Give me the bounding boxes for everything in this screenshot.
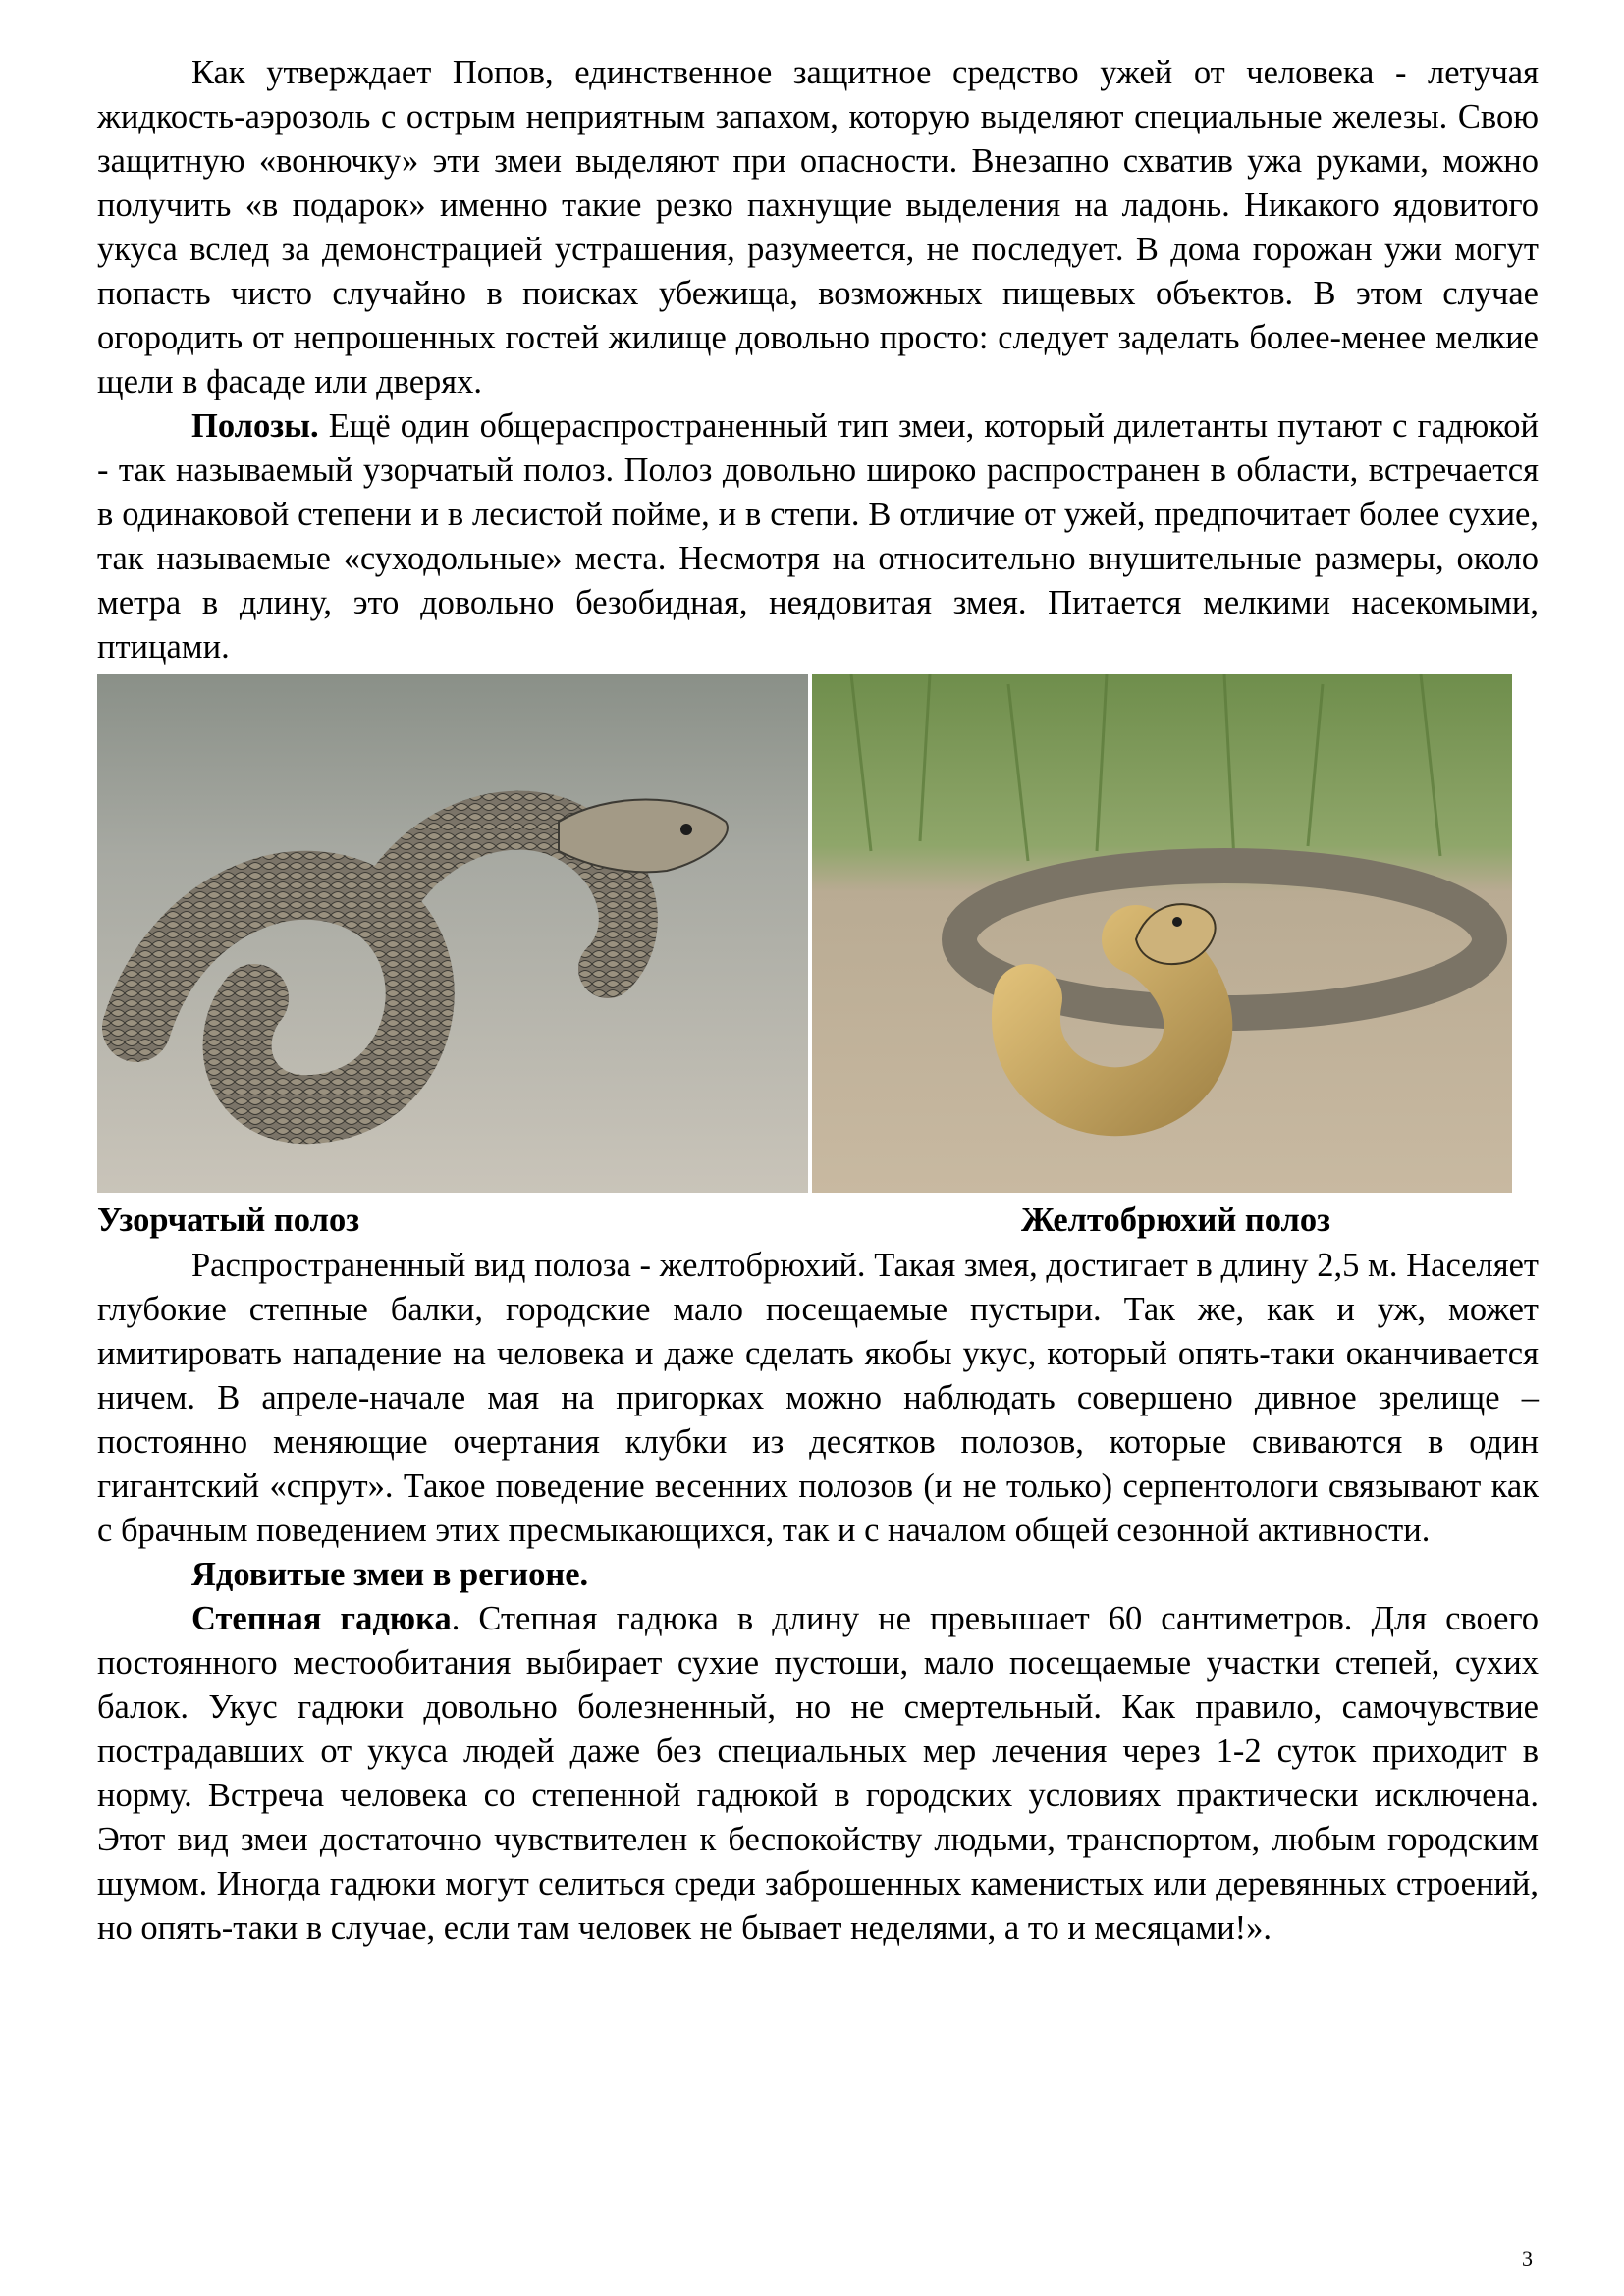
paragraph-uzhi: Как утверждает Попов, единственное защитное средство ужей от человека - летучая жидкость-аэрозоль с острым неприятным запахом, которую выделяют специальные железы. Свою защитную «вонючку» эти змеи выделяют при опасности. Внезапно схватив ужа руками, можно получить «в подарок» именно такие резко пахнущие выделения на ладонь. Никакого ядовитого укуса вслед за демонстрацией устрашения, разумеется, не последует. В дома горожан ужи могут попасть чисто случайно в поисках убежища, возможных пищевых объектов. В этом случае огородить от непрошенных гостей жилище довольно просто: следует заделать более-менее мелкие щели в фасаде или дверях. — [97, 54, 1539, 400]
paragraph-polozy-text: Ещё один общераспространенный тип змеи, который дилетанты путают с гадюкой - так называемый узорчатый полоз. Полоз довольно широко распространен в области, встречается в одинаковой степени и в лесистой пойме, и в степи. В отличие от ужей, предпочитает более сухие, так называемые «суходольные» места. Несмотря на относительно внушительные размеры, около метра в длину, это довольно безобидная, неядовитая змея. Питается мелкими насекомыми, птицами. — [97, 407, 1539, 666]
heading-polozy: Полозы. — [191, 407, 319, 445]
photo-yellowbellied-ratsnake — [812, 674, 1512, 1193]
heading-stepnaya-gadyuka: Степная гадюка — [191, 1600, 452, 1637]
paragraph-stepnaya-gadyuka — [97, 1597, 1539, 1950]
photo-captions — [97, 1199, 1539, 1244]
photo-patterned-ratsnake — [97, 674, 808, 1193]
heading-venomous-snakes: Ядовитые змеи в регионе. — [191, 1556, 589, 1593]
paragraph-zheltobryukhiy: Распространенный вид полоза - желтобрюхий. Такая змея, достигает в длину 2,5 м. Населяет глубокие степные балки, городские мало посещаемые пустыри. Так же, как и уж, может имитировать нападение на человека и даже сделать якобы укус, который опять-таки оканчивается ничем. В апреле-начале мая на пригорках можно наблюдать совершено дивное зрелище – постоянно меняющие очертания клубки из десятков полозов, которые свиваются в один гигантский «спрут». Такое поведение весенних полозов (и не только) серпентологи связывают как с брачным поведением этих пресмыкающихся, так и с началом общей сезонной активности. — [97, 1247, 1539, 1549]
paragraph-gadyuka-text: . Степная гадюка в длину не превышает 60 сантиметров. Для своего постоянного местообитания выбирает сухие пустоши, мало посещаемые участки степей, сухих балок. Укус гадюки довольно болезненный, но не смертельный. Как правило, самочувствие пострадавших от укуса людей даже без специальных мер лечения через 1-2 суток приходит в норму. Встреча человека со степенной гадюкой в городских условиях практически исключена. Этот вид змеи достаточно чувствителен к беспокойству людьми, транспортом, любым городским шумом. Иногда гадюки могут селиться среди заброшенных каменистых или деревянных строений, но опять-таки в случае, если там человек не бывает неделями, а то и месяцами!». — [97, 1600, 1539, 1947]
paragraph-polozy — [97, 404, 1539, 669]
caption-left: Узорчатый полоз — [97, 1201, 360, 1239]
caption-right: Желтобрюхий полоз — [1021, 1201, 1330, 1239]
photo-row — [97, 674, 1539, 1193]
document-page — [97, 51, 1539, 1950]
page-number: 3 — [1522, 2246, 1533, 2270]
